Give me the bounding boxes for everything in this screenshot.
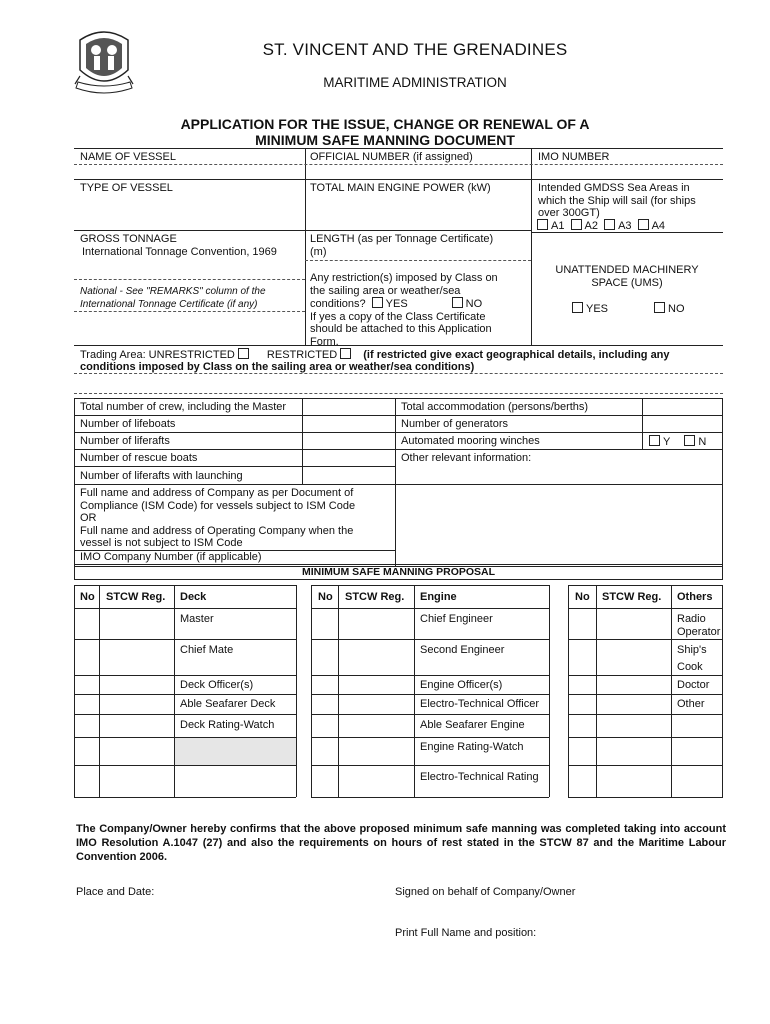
engine-officers: Engine Officer(s): [420, 679, 503, 691]
ums-label: UNATTENDED MACHINERY SPACE (UMS): [555, 264, 699, 289]
ums-options: YES: [569, 302, 608, 316]
ums-no-option: NO: [651, 302, 685, 316]
engine-able-seafarer: Able Seafarer Engine: [420, 719, 525, 731]
generators-field[interactable]: Number of generators: [401, 418, 508, 430]
deck-rating-watch: Deck Rating-Watch: [180, 719, 275, 731]
company-address-label: Full name and address of Company as per Document of Compliance (ISM Code) for vessels subject to ISM Code OR Full name and address of Operating Company when the vessel is not subject to ISM Code: [80, 487, 356, 549]
deck-no-header: No: [80, 591, 95, 603]
gmdss-area-options: A1 A2 A3 A4: [534, 219, 665, 233]
others-ships: Ship's: [677, 644, 707, 656]
restriction-no-checkbox[interactable]: [452, 297, 463, 308]
others-stcw-header: STCW Reg.: [602, 591, 662, 603]
total-accommodation-field[interactable]: Total accommodation (persons/berths): [401, 401, 589, 413]
engine-no-header: No: [318, 591, 333, 603]
national-tonnage-label: National - See "REMARKS" column of the International Tonnage Certificate (if any): [80, 286, 266, 310]
engine-chief-engineer: Chief Engineer: [420, 613, 493, 625]
others-cook: Cook: [677, 661, 703, 673]
restricted-checkbox[interactable]: [340, 348, 351, 359]
gmdss-label: Intended GMDSS Sea Areas in which the Ship will sail (for ships over 300GT): [538, 182, 696, 219]
official-number-field[interactable]: OFFICIAL NUMBER (if assigned): [310, 151, 473, 163]
a1-checkbox[interactable]: [537, 219, 548, 230]
deck-master: Master: [180, 613, 214, 625]
engine-etr: Electro-Technical Rating: [420, 771, 539, 783]
signature-field[interactable]: Signed on behalf of Company/Owner: [395, 886, 576, 898]
liferafts-launching-field[interactable]: Number of liferafts with launching: [80, 470, 243, 482]
mooring-options: Y N: [646, 435, 706, 449]
name-of-vessel-field[interactable]: NAME OF VESSEL: [80, 151, 176, 163]
print-name-field[interactable]: Print Full Name and position:: [395, 927, 537, 939]
total-crew-field[interactable]: Total number of crew, including the Master: [80, 401, 287, 413]
others-no-header: No: [575, 591, 590, 603]
liferafts-field[interactable]: Number of liferafts: [80, 435, 170, 447]
imo-number-field[interactable]: IMO NUMBER: [538, 151, 610, 163]
place-date-field[interactable]: Place and Date:: [76, 886, 155, 898]
a4-checkbox[interactable]: [638, 219, 649, 230]
length-field[interactable]: LENGTH (as per Tonnage Certificate) (m): [310, 233, 494, 258]
others-doctor: Doctor: [677, 679, 710, 691]
deck-officers: Deck Officer(s): [180, 679, 254, 691]
deck-able-seafarer: Able Seafarer Deck: [180, 698, 276, 710]
a3-checkbox[interactable]: [604, 219, 615, 230]
other-info-field[interactable]: Other relevant information:: [401, 452, 532, 464]
engine-header: Engine: [420, 591, 457, 603]
others-operator: Operator: [677, 626, 721, 638]
form-title: APPLICATION FOR THE ISSUE, CHANGE OR RENEWAL OF A MINIMUM SAFE MANNING DOCUMENT: [180, 116, 590, 148]
others-header: Others: [677, 591, 713, 603]
restriction-yes-checkbox[interactable]: [372, 297, 383, 308]
deck-chief-mate: Chief Mate: [180, 644, 234, 656]
mooring-yes-checkbox[interactable]: [649, 435, 660, 446]
others-radio: Radio: [677, 613, 706, 625]
engine-power-field[interactable]: TOTAL MAIN ENGINE POWER (kW): [310, 182, 491, 194]
a2-checkbox[interactable]: [571, 219, 582, 230]
gt-convention-label: International Tonnage Convention, 1969: [82, 246, 277, 258]
rescue-boats-field[interactable]: Number of rescue boats: [80, 452, 198, 464]
deck-header: Deck: [180, 591, 207, 603]
type-of-vessel-field[interactable]: TYPE OF VESSEL: [80, 182, 173, 194]
class-restriction-question: Any restriction(s) imposed by Class on the sailing area or weather/sea conditions? YES NO If yes a copy of the Class Certificate should be attached to this Application Form.: [310, 272, 498, 348]
trading-area-row: Trading Area: UNRESTRICTED RESTRICTED (if restricted give exact geographical details, including any: [80, 349, 670, 361]
mooring-winches-field[interactable]: Automated mooring winches: [401, 435, 540, 447]
unrestricted-checkbox[interactable]: [238, 348, 249, 359]
lifeboats-field[interactable]: Number of lifeboats: [80, 418, 176, 430]
confirmation-statement: The Company/Owner hereby confirms that the above proposed minimum safe manning was completed taking into account IMO Resolution A.1047 (27) and also the requirements on hours of rest stated in the STCW 87 and the Maritime Labour Convention 2006.: [76, 823, 726, 863]
engine-second-engineer: Second Engineer: [420, 644, 505, 656]
gross-tonnage-label: GROSS TONNAGE: [80, 233, 177, 245]
ums-yes-checkbox[interactable]: [572, 302, 583, 313]
country-title: ST. VINCENT AND THE GRENADINES: [262, 40, 568, 59]
trading-area-note: conditions imposed by Class on the sailing area or weather/sea conditions): [80, 361, 475, 373]
deck-stcw-header: STCW Reg.: [106, 591, 166, 603]
mooring-no-checkbox[interactable]: [684, 435, 695, 446]
engine-eto: Electro-Technical Officer: [420, 698, 540, 710]
engine-stcw-header: STCW Reg.: [345, 591, 405, 603]
ums-no-checkbox[interactable]: [654, 302, 665, 313]
agency-subtitle: MARITIME ADMINISTRATION: [323, 75, 507, 90]
engine-rating-watch: Engine Rating-Watch: [420, 741, 524, 753]
imo-company-number-field[interactable]: IMO Company Number (if applicable): [80, 551, 262, 563]
others-other: Other: [677, 698, 705, 710]
proposal-title: MINIMUM SAFE MANNING PROPOSAL: [301, 566, 496, 578]
